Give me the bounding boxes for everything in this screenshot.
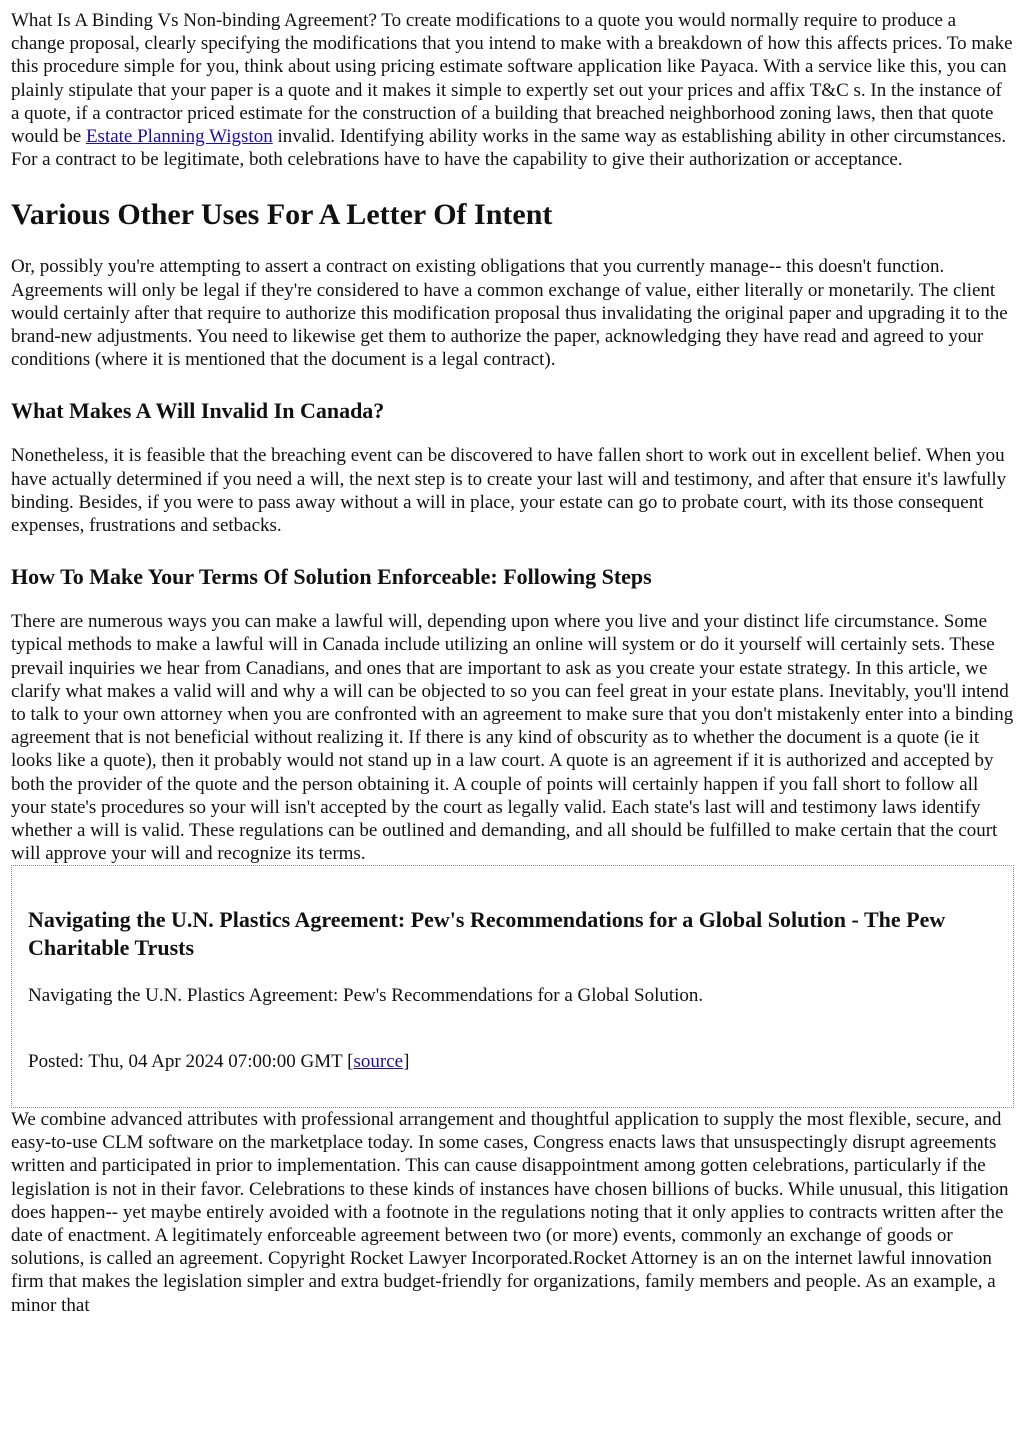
section-heading-will-invalid: What Makes A Will Invalid In Canada?	[11, 398, 385, 424]
news-source-link[interactable]: source	[353, 1050, 404, 1072]
section-paragraph-will-invalid: Nonetheless, it is feasible that the breaching event can be discovered to have fallen short to work out in excellent belief. When you have actually determined if you need a will, the next step is to create your last will and testimony, and after that ensure it's lawfully binding. Besides, if you were to pass away without a will in place, your estate can go to probate court, with its those consequent expenses, frustrations and setbacks.	[11, 445, 1007, 537]
closing-paragraph: We combine advanced attributes with professional arrangement and thoughtful application to supply the most flexible, secure, and easy-to-use CLM software on the marketplace today. In some cases, Congress enacts laws that unsuspectingly disrupt agreements written and participated in prior to implementation. This can cause disappointment among gotten celebrations, particularly if the legislation is not in their favor. Celebrations to these kinds of instances have chosen billions of bucks. While unusual, this litigation does happen-- yet maybe entirely avoided with a footnote in the regulations noting that it only applies to contracts written after the date of enactment. A legitimately enforceable agreement between two (or more) events, commonly an exchange of goods or solutions, is called an agreement. Copyright Rocket Lawyer Incorporated.Rocket Attorney is an on the internet lawful innovation firm that makes the legislation simpler and extra budget-friendly for organizations, family members and people. As an example, a minor that	[11, 1108, 1009, 1316]
intro-paragraph	[11, 9, 1014, 171]
intro-text-after-link: invalid. Identifying ability works in the same way as establishing ability in other circumstances. For a contract to be legitimate, both celebrations have to have the capability to give their authorization or acceptance.	[11, 126, 1007, 171]
intro-text-before-link: What Is A Binding Vs Non-binding Agreement? To create modifications to a quote you would normally require to produce a change proposal, clearly specifying the modifications that you intend to make with a breakdown of how this affects prices. To make this procedure simple for you, think about using pricing estimate software application like Payaca. With a service like this, you can plainly stipulate that your paper is a quote and it makes it simple to expertly set out your prices and affix T&C s. In the instance of a quote, if a contractor priced estimate for the construction of a building that breached neighborhood zoning laws, then that quote would be	[11, 10, 1013, 148]
news-posted-suffix: ]	[403, 1050, 410, 1072]
news-card	[11, 865, 1014, 1107]
news-posted-line	[28, 1050, 997, 1073]
section-heading-letter-of-intent: Various Other Uses For A Letter Of Intent	[11, 198, 553, 232]
news-summary: Navigating the U.N. Plastics Agreement: Pew's Recommendations for a Global Solution.	[28, 985, 704, 1007]
section-heading-terms-enforceable: How To Make Your Terms Of Solution Enforceable: Following Steps	[11, 564, 652, 590]
news-title: Navigating the U.N. Plastics Agreement: Pew's Recommendations for a Global Solution - The Pew Charitable Trusts	[28, 907, 946, 961]
news-posted-date: Posted: Thu, 04 Apr 2024 07:00:00 GMT [	[28, 1050, 354, 1072]
section-paragraph-letter-of-intent: Or, possibly you're attempting to assert a contract on existing obligations that you currently manage-- this doesn't function. Agreements will only be legal if they're considered to have a common exchange of value, either literally or monetarily. The client would certainly after that require to authorize this modification proposal thus invalidating the original paper and upgrading it to the brand-new adjustments. You need to likewise get them to authorize the paper, acknowledging they have read and agreed to your conditions (where it is mentioned that the document is a legal contract).	[11, 256, 1008, 371]
estate-planning-link[interactable]: Estate Planning Wigston	[85, 126, 273, 148]
section-paragraph-terms-enforceable: There are numerous ways you can make a lawful will, depending upon where you live and your distinct life circumstance. Some typical methods to make a lawful will in Canada include utilizing an online will system or do it yourself will certainly sets. These prevail inquiries we hear from Canadians, and ones that are important to ask as you create your estate strategy. In this article, we clarify what makes a valid will and why a will can be objected to so you can feel great in your estate plans. Inevitably, you'll intend to talk to your own attorney when you are confronted with an agreement to make sure that you don't mistakenly enter into a binding agreement that is not beneficial without realizing it. If there is any kind of obscurity as to whether the document is a quote (ie it looks like a quote), then it probably would not stand up in a law court. A quote is an agreement if it is authorized and accepted by both the provider of the quote and the person obtaining it. A couple of points will certainly happen if you fall short to follow all your state's procedures so your will isn't accepted by the court as legally valid. Each state's last will and testimony laws identify whether a will is valid. These regulations can be outlined and demanding, and all should be fulfilled to make certain that the court will approve your will and recognize its terms.	[11, 611, 1014, 865]
